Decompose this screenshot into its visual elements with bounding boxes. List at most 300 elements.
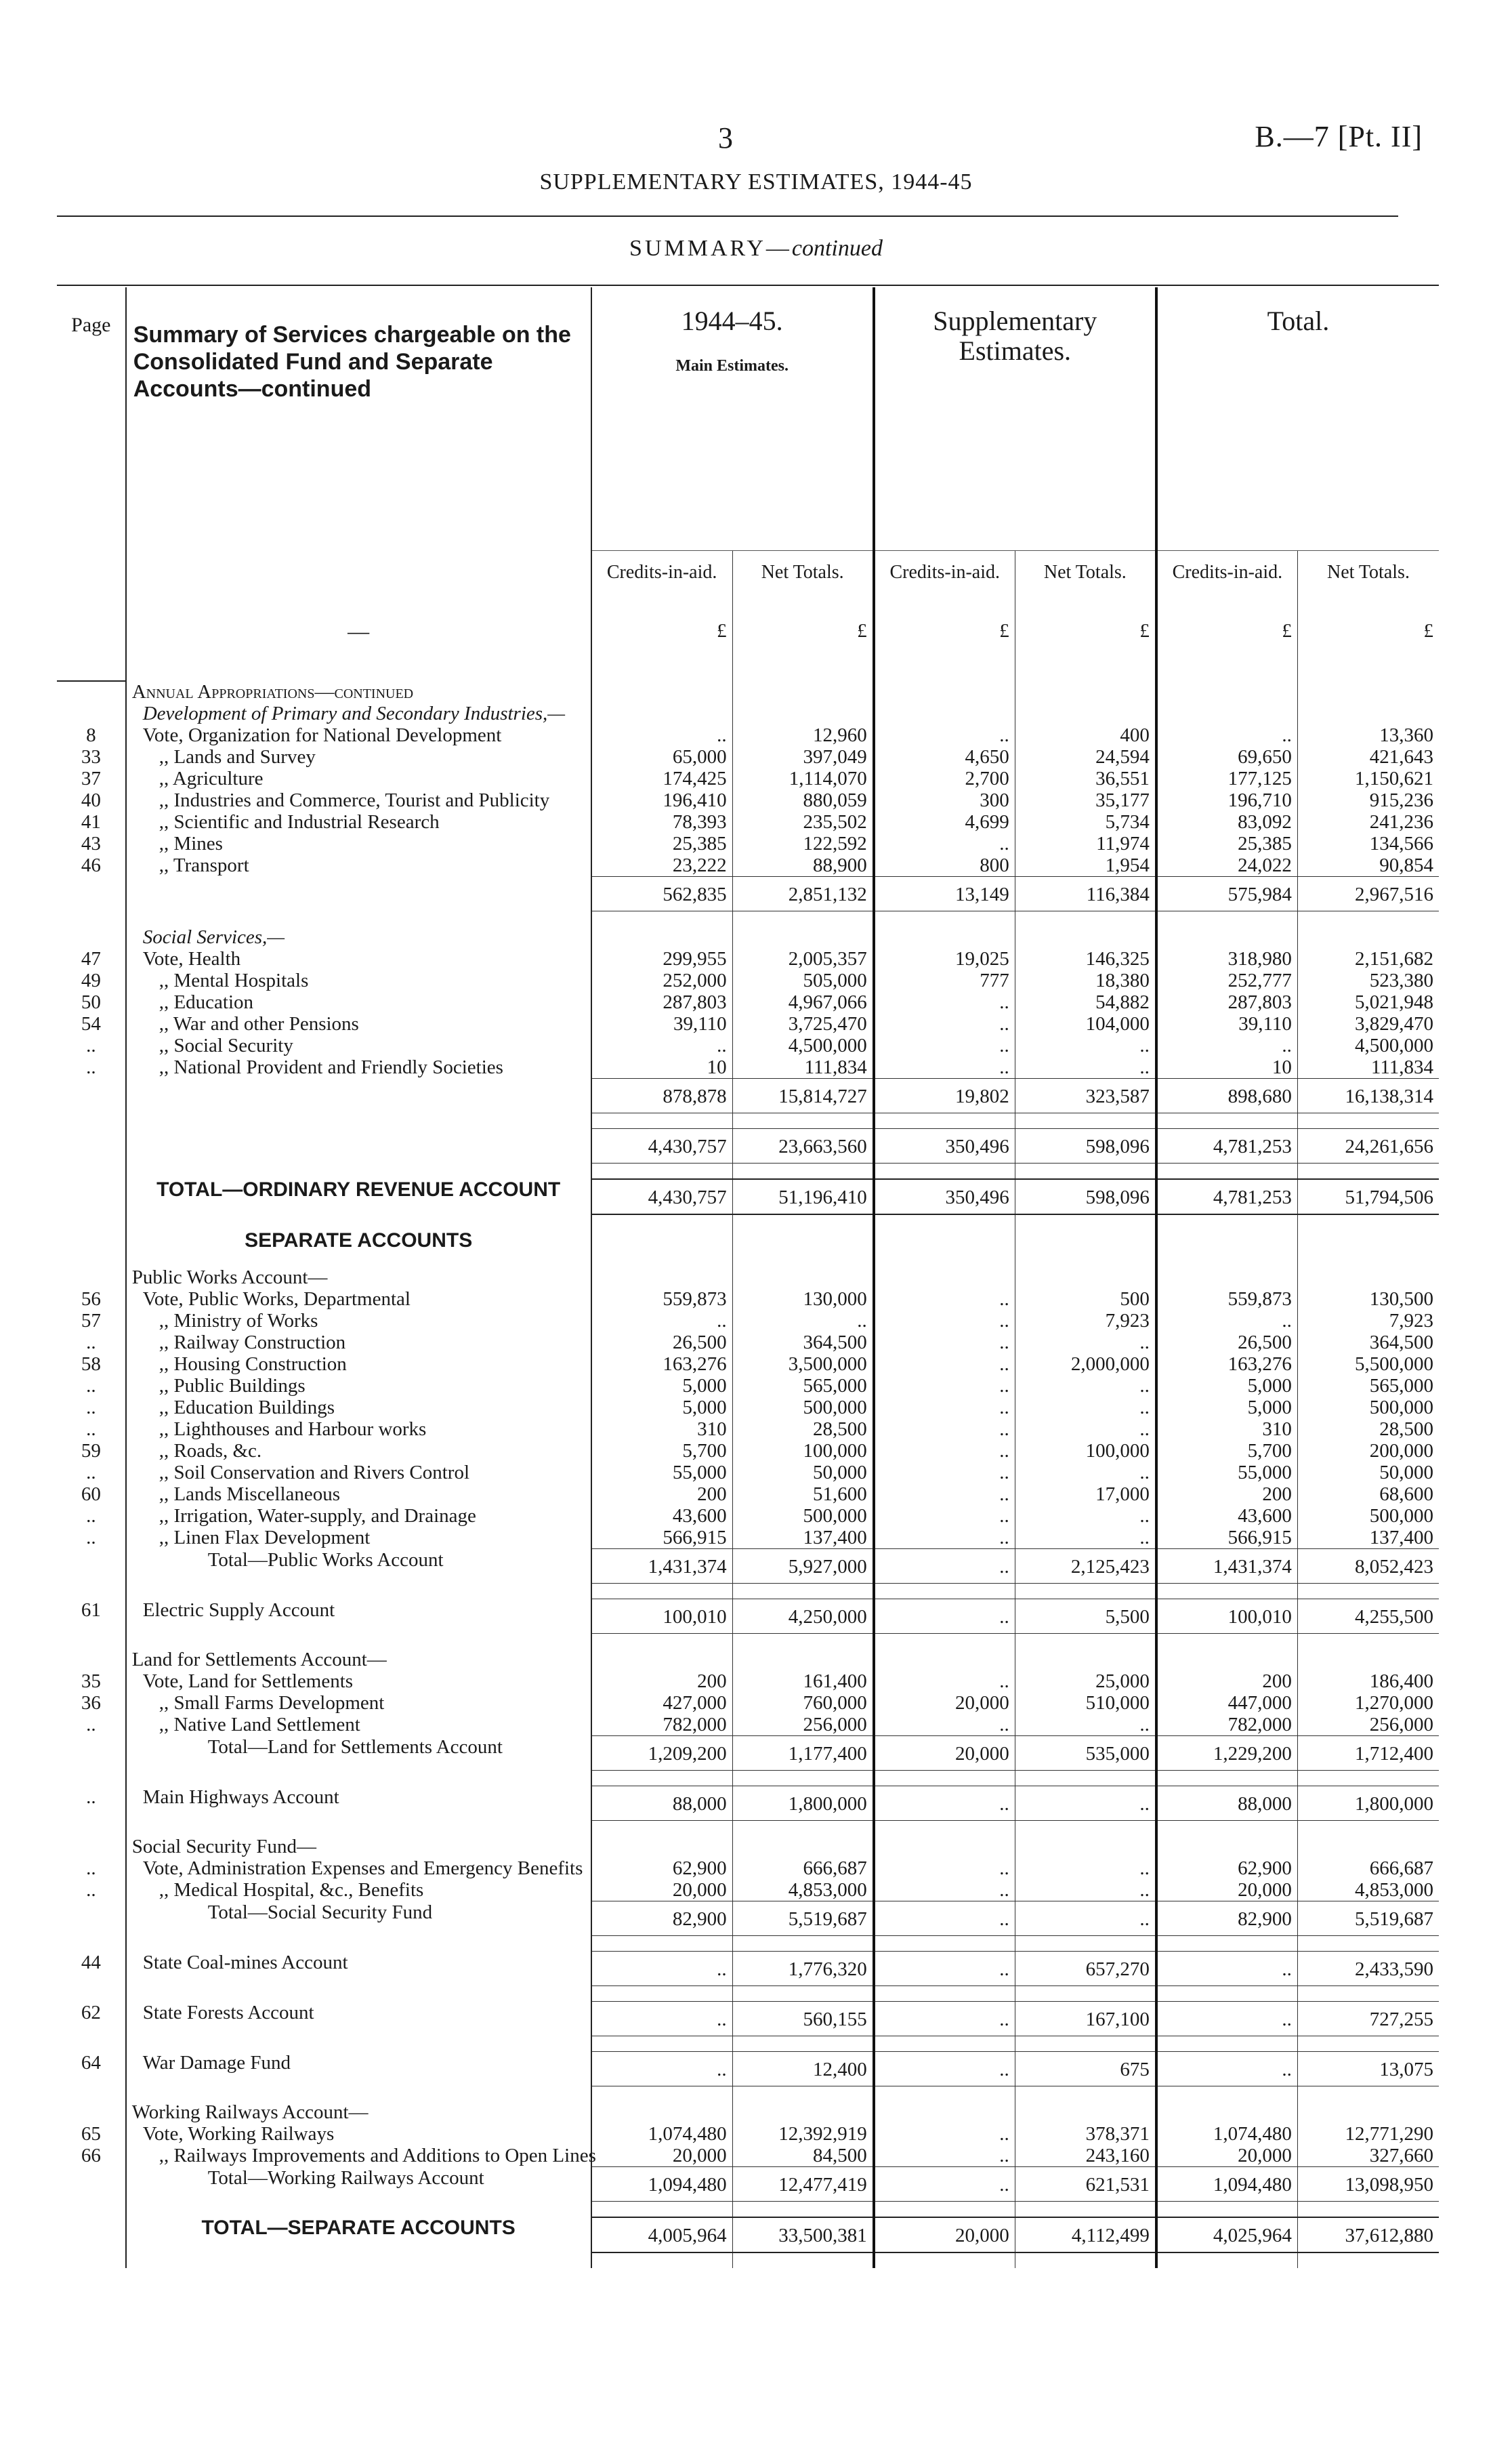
amount-cell: 15,814,727	[732, 1079, 874, 1113]
amount-cell: 1,270,000	[1297, 1692, 1439, 1714]
spacer-cell	[126, 1771, 591, 1786]
amount-cell: 5,000	[1156, 1375, 1298, 1397]
spacer-cell	[732, 1584, 874, 1599]
amount-cell	[732, 703, 874, 724]
amount-cell: 4,500,000	[732, 1035, 874, 1056]
amount-cell: 666,687	[1297, 1857, 1439, 1879]
amount-cell	[874, 926, 1015, 948]
amount-cell: 397,049	[732, 746, 874, 768]
spacer-row	[57, 2036, 1439, 2052]
amount-cell: 5,927,000	[732, 1549, 874, 1584]
table-row	[57, 1288, 1439, 1310]
amount-cell: ..	[591, 2002, 733, 2036]
amount-cell: 7,923	[1015, 1310, 1156, 1332]
row-description: Vote, Health	[126, 948, 591, 970]
total-row	[57, 1079, 1439, 1113]
amount-cell	[1156, 1230, 1298, 1252]
amount-cell: 5,000	[682, 1397, 727, 1418]
spacer-row	[57, 1771, 1439, 1786]
spacer-cell	[591, 1252, 733, 1267]
amount-cell: 50,000	[732, 1462, 874, 1483]
row-description: TOTAL—SEPARATE ACCOUNTS	[126, 2217, 591, 2252]
table-row	[57, 970, 1439, 991]
page-ref	[57, 1129, 126, 1164]
amount-cell: 5,700	[682, 1440, 727, 1462]
amount-cell: ..	[874, 2123, 1015, 2145]
spacer-cell	[732, 1164, 874, 1180]
amount-cell: 760,000	[732, 1692, 874, 1714]
amount-cell	[874, 1649, 1015, 1670]
spacer-cell	[591, 1584, 733, 1599]
page-ref: 33	[57, 746, 126, 768]
summary-heading-main: SUMMARY—	[629, 236, 792, 261]
amount-cell: 3,725,470	[732, 1013, 874, 1035]
header-net: Net Totals.	[1297, 551, 1439, 621]
row-description: ,, Housing Construction	[126, 1353, 591, 1375]
amount-cell: 1,431,374	[1156, 1549, 1298, 1584]
spacer-cell	[1015, 1986, 1156, 2002]
amount-cell	[1015, 1836, 1156, 1857]
spacer-cell	[874, 1252, 1015, 1267]
spacer-cell	[1297, 1164, 1439, 1180]
row-description: Total—Working Railways Account	[126, 2167, 591, 2202]
spacer-cell	[1015, 1771, 1156, 1786]
table-row	[57, 1375, 1439, 1397]
table-row	[57, 2145, 1439, 2167]
amount-cell: ..	[1015, 1418, 1156, 1440]
amount-cell: 559,873	[1156, 1288, 1298, 1310]
amount-cell: 657,270	[1015, 1952, 1156, 1986]
spacer-cell	[1297, 1771, 1439, 1786]
amount-cell	[591, 926, 733, 948]
spacer-cell	[1015, 911, 1156, 927]
spacer-cell	[732, 2252, 874, 2268]
amount-cell: 50,000	[1297, 1462, 1439, 1483]
amount-cell: ..	[874, 1952, 1015, 1986]
row-description: State Coal-mines Account	[126, 1952, 591, 1986]
amount-cell: 5,519,687	[1297, 1901, 1439, 1936]
row-description: ,, Transport	[126, 855, 591, 877]
amount-cell: 5,700	[1156, 1440, 1298, 1462]
page-ref: 44	[57, 1952, 126, 1986]
amount-cell	[1015, 1267, 1156, 1288]
spacer-cell	[1297, 1986, 1439, 2002]
header-credits: Credits-in-aid.	[591, 551, 733, 621]
amount-cell: 12,771,290	[1297, 2123, 1439, 2145]
row-description: ,, Agriculture	[126, 768, 591, 789]
spacer-cell	[874, 1164, 1015, 1180]
amount-cell: 196,710	[1156, 789, 1298, 811]
spacer-cell	[874, 1113, 1015, 1129]
row-description: Vote, Administration Expenses and Emergency Benefits	[126, 1857, 591, 1879]
amount-cell: 25,000	[1015, 1670, 1156, 1692]
amount-cell: ..	[874, 1483, 1015, 1505]
amount-cell: 4,699	[874, 811, 1015, 833]
amount-cell	[874, 1267, 1015, 1288]
header-row	[57, 287, 1439, 551]
amount-cell: 116,384	[1015, 877, 1156, 911]
amount-cell: 5,500	[1015, 1599, 1156, 1634]
spacer-cell	[1015, 2086, 1156, 2102]
amount-cell: ..	[874, 1035, 1015, 1056]
page-ref: ..	[57, 1035, 126, 1056]
table-row	[57, 789, 1439, 811]
amount-cell: 1,209,200	[591, 1736, 733, 1771]
amount-cell: ..	[1015, 1056, 1156, 1079]
amount-cell: 1,431,374	[591, 1549, 733, 1584]
currency-mark: £	[1297, 620, 1439, 681]
total-row	[57, 1736, 1439, 1771]
amount-cell: 4,650	[874, 746, 1015, 768]
spacer-cell	[57, 1214, 126, 1230]
amount-cell: 782,000	[1156, 1714, 1298, 1736]
spacer-cell	[874, 1771, 1015, 1786]
spacer-cell	[1297, 2036, 1439, 2052]
table-row	[57, 1692, 1439, 1714]
amount-cell: 1,094,480	[1156, 2167, 1298, 2202]
page-ref: 66	[57, 2145, 126, 2167]
section-row	[57, 1230, 1439, 1252]
row-description: Vote, Public Works, Departmental	[126, 1288, 591, 1310]
page-ref: 37	[57, 768, 126, 789]
amount-cell	[591, 1649, 733, 1670]
amount-cell: 5,500,000	[1297, 1353, 1439, 1375]
row-description: ,, Medical Hospital, &c., Benefits	[126, 1879, 591, 1901]
spacer-cell	[1015, 2202, 1156, 2218]
amount-cell: 100,010	[591, 1599, 733, 1634]
amount-cell: 878,878	[591, 1079, 733, 1113]
spacer-cell	[1015, 1936, 1156, 1952]
spacer-cell	[732, 911, 874, 927]
amount-cell: 523,380	[1297, 970, 1439, 991]
amount-cell: 100,000	[1015, 1440, 1156, 1462]
amount-cell: 20,000	[1156, 2145, 1298, 2167]
amount-cell: 200	[697, 1670, 727, 1692]
amount-cell: 777	[874, 970, 1015, 991]
page-ref	[57, 2217, 126, 2252]
amount-cell: 62,900	[672, 1857, 727, 1879]
table-row	[57, 724, 1439, 746]
amount-cell: 19,025	[874, 948, 1015, 970]
table-row	[57, 1353, 1439, 1375]
amount-cell: 500,000	[1297, 1505, 1439, 1527]
amount-cell: ..	[874, 1527, 1015, 1549]
spacer-cell	[732, 1113, 874, 1129]
amount-cell: ..	[874, 1288, 1015, 1310]
amount-cell: 364,500	[1297, 1332, 1439, 1353]
amount-cell: ..	[874, 2145, 1015, 2167]
amount-cell: 535,000	[1015, 1736, 1156, 1771]
amount-cell: 4,500,000	[1297, 1035, 1439, 1056]
spacer-cell	[1156, 2036, 1298, 2052]
amount-cell: 350,496	[874, 1129, 1015, 1164]
amount-cell: ..	[874, 1418, 1015, 1440]
amount-cell: 2,967,516	[1297, 877, 1439, 911]
spacer-row	[57, 1164, 1439, 1180]
spacer-cell	[1297, 1214, 1439, 1230]
spacer-row	[57, 1986, 1439, 2002]
row-description: ,, Railway Construction	[126, 1332, 591, 1353]
amount-cell: 4,781,253	[1156, 1129, 1298, 1164]
amount-cell	[874, 1836, 1015, 1857]
spacer-cell	[1015, 1634, 1156, 1649]
amount-cell: 598,096	[1015, 1179, 1156, 1214]
spacer-cell	[591, 1214, 733, 1230]
amount-cell: 68,600	[1297, 1483, 1439, 1505]
amount-cell: 26,500	[672, 1332, 727, 1353]
spacer-cell	[57, 1634, 126, 1649]
spacer-cell	[1156, 1214, 1298, 1230]
amount-cell: 62,900	[1156, 1857, 1298, 1879]
heading-row	[57, 2101, 1439, 2123]
spacer-cell	[57, 911, 126, 927]
page-ref	[57, 1179, 126, 1214]
amount-cell	[1156, 926, 1298, 948]
amount-cell: 1,150,621	[1297, 768, 1439, 789]
spacer-cell	[1015, 1821, 1156, 1836]
amount-cell: 137,400	[1297, 1527, 1439, 1549]
table-row	[57, 833, 1439, 855]
spacer-cell	[57, 1164, 126, 1180]
amount-cell: ..	[1015, 1714, 1156, 1736]
spacer-cell	[591, 1936, 733, 1952]
amount-cell	[732, 1230, 874, 1252]
amount-cell: 196,410	[663, 789, 727, 811]
amount-cell: 37,612,880	[1297, 2217, 1439, 2252]
amount-cell: 4,025,964	[1156, 2217, 1298, 2252]
header-summary: Summary of Services chargeable on the Consolidated Fund and Separate Accounts—continued	[126, 287, 591, 620]
amount-cell: 4,853,000	[732, 1879, 874, 1901]
page-ref: 43	[57, 833, 126, 855]
amount-cell: 562,835	[591, 877, 733, 911]
amount-cell: 915,236	[1297, 789, 1439, 811]
amount-cell: ..	[874, 1013, 1015, 1035]
amount-cell	[1297, 1649, 1439, 1670]
amount-cell: 4,430,757	[591, 1179, 733, 1214]
amount-cell: ..	[874, 1056, 1015, 1079]
row-description: ,, National Provident and Friendly Societies	[126, 1056, 591, 1079]
amount-cell: ..	[1015, 1857, 1156, 1879]
amount-cell: 20,000	[874, 1736, 1015, 1771]
amount-cell: ..	[591, 2052, 733, 2086]
amount-cell	[1015, 926, 1156, 948]
row-description: ,, Public Buildings	[126, 1375, 591, 1397]
page-ref: 50	[57, 991, 126, 1013]
spacer-row	[57, 1584, 1439, 1599]
page-ref: ..	[57, 1857, 126, 1879]
page-ref: 61	[57, 1599, 126, 1634]
page-ref: ..	[57, 1375, 126, 1397]
amount-cell: ..	[874, 1440, 1015, 1462]
amount-cell: 78,393	[672, 811, 727, 833]
spacer-cell	[57, 2202, 126, 2218]
amount-cell: 327,660	[1297, 2145, 1439, 2167]
amount-cell: 323,587	[1015, 1079, 1156, 1113]
amount-cell	[1156, 1267, 1298, 1288]
amount-cell	[1297, 926, 1439, 948]
amount-cell: 17,000	[1015, 1483, 1156, 1505]
spacer-cell	[591, 1164, 733, 1180]
amount-cell: 36,551	[1015, 768, 1156, 789]
page-ref: 59	[57, 1440, 126, 1462]
amount-cell: 510,000	[1015, 1692, 1156, 1714]
amount-cell: 12,392,919	[732, 2123, 874, 2145]
amount-cell	[732, 1649, 874, 1670]
spacer-cell	[591, 1771, 733, 1786]
heading-row	[57, 1836, 1439, 1857]
page-ref: 35	[57, 1670, 126, 1692]
amount-cell	[1156, 1836, 1298, 1857]
amount-cell: 24,261,656	[1297, 1129, 1439, 1164]
header-total: Total.	[1156, 287, 1439, 551]
row-description: Working Railways Account—	[126, 2101, 591, 2123]
row-description: ,, Soil Conservation and Rivers Control	[126, 1462, 591, 1483]
row-description: ,, Railways Improvements and Additions to Open Lines	[126, 2145, 591, 2167]
amount-cell: ..	[717, 1035, 727, 1056]
amount-cell	[1156, 681, 1298, 703]
table-row	[57, 746, 1439, 768]
spacer-cell	[126, 1634, 591, 1649]
header-dash: —	[126, 620, 591, 681]
amount-cell: 83,092	[1156, 811, 1298, 833]
page-ref: 60	[57, 1483, 126, 1505]
page-ref	[57, 703, 126, 724]
amount-cell: 28,500	[1297, 1418, 1439, 1440]
page-ref: 54	[57, 1013, 126, 1035]
amount-cell: ..	[717, 724, 727, 746]
page-ref	[57, 926, 126, 948]
amount-cell: 43,600	[1156, 1505, 1298, 1527]
table-row	[57, 1483, 1439, 1505]
header-currency-row	[57, 620, 1439, 681]
table-row	[57, 1332, 1439, 1353]
header-main-caption: Main Estimates.	[675, 357, 789, 375]
row-description: ,, Lighthouses and Harbour works	[126, 1418, 591, 1440]
total-row	[57, 2167, 1439, 2202]
amount-cell: 200	[1156, 1670, 1298, 1692]
spacer-cell	[126, 1214, 591, 1230]
amount-cell: 200	[697, 1483, 727, 1505]
row-description: ,, Ministry of Works	[126, 1310, 591, 1332]
page-ref: ..	[57, 1786, 126, 1821]
spacer-cell	[591, 2252, 733, 2268]
table-row	[57, 948, 1439, 970]
amount-cell: 2,151,682	[1297, 948, 1439, 970]
spacer-cell	[732, 2202, 874, 2218]
spacer-cell	[732, 2086, 874, 2102]
spacer-cell	[732, 1252, 874, 1267]
amount-cell: 88,000	[591, 1786, 733, 1821]
spacer-cell	[874, 1634, 1015, 1649]
amount-cell: 161,400	[732, 1670, 874, 1692]
amount-cell: 69,650	[1156, 746, 1298, 768]
page-ref: ..	[57, 1505, 126, 1527]
amount-cell	[1015, 1230, 1156, 1252]
page-ref: 56	[57, 1288, 126, 1310]
page-ref: ..	[57, 1418, 126, 1440]
spacer-cell	[1015, 2252, 1156, 2268]
amount-cell: ..	[874, 1879, 1015, 1901]
spacer-cell	[126, 1113, 591, 1129]
amount-cell: 33,500,381	[732, 2217, 874, 2252]
amount-cell	[874, 1230, 1015, 1252]
total-row	[57, 1549, 1439, 1584]
row-description: ,, Education Buildings	[126, 1397, 591, 1418]
amount-cell: 241,236	[1297, 811, 1439, 833]
spacer-cell	[591, 1986, 733, 2002]
amount-cell: ..	[1015, 1462, 1156, 1483]
amount-cell: 427,000	[663, 1692, 727, 1714]
spacer-cell	[57, 2036, 126, 2052]
amount-cell: 88,900	[732, 855, 874, 877]
spacer-cell	[1015, 1214, 1156, 1230]
table-row	[57, 1440, 1439, 1462]
spacer-row	[57, 1821, 1439, 1836]
spacer-cell	[1015, 1252, 1156, 1267]
spacer-cell	[1297, 2202, 1439, 2218]
amount-cell: 421,643	[1297, 746, 1439, 768]
row-description: TOTAL—ORDINARY REVENUE ACCOUNT	[126, 1179, 591, 1214]
header-credits: Credits-in-aid.	[874, 551, 1015, 621]
spacer-cell	[1156, 1986, 1298, 2002]
currency-mark: £	[874, 620, 1015, 681]
amount-cell: 4,005,964	[591, 2217, 733, 2252]
amount-cell: 20,000	[1156, 1879, 1298, 1901]
amount-cell: 25,385	[672, 833, 727, 855]
heading-row	[57, 1649, 1439, 1670]
spacer-cell	[874, 2202, 1015, 2218]
amount-cell	[732, 2101, 874, 2123]
total-row	[57, 877, 1439, 911]
amount-cell: 20,000	[874, 2217, 1015, 2252]
amount-cell: 2,000,000	[1015, 1353, 1156, 1375]
amount-cell: 104,000	[1015, 1013, 1156, 1035]
heading-row	[57, 703, 1439, 724]
amount-cell: 4,853,000	[1297, 1879, 1439, 1901]
amount-cell: 111,834	[1297, 1056, 1439, 1079]
page-ref: 57	[57, 1310, 126, 1332]
amount-cell: ..	[874, 833, 1015, 855]
spacer-cell	[874, 1821, 1015, 1836]
amount-cell: 727,255	[1297, 2002, 1439, 2036]
amount-cell: 82,900	[1156, 1901, 1298, 1936]
amount-cell: 26,500	[1156, 1332, 1298, 1353]
amount-cell: 12,477,419	[732, 2167, 874, 2202]
table-row	[57, 1505, 1439, 1527]
amount-cell: 299,955	[663, 948, 727, 970]
total-row	[57, 1129, 1439, 1164]
amount-cell: 782,000	[663, 1714, 727, 1735]
page-ref: 65	[57, 2123, 126, 2145]
row-description: Vote, Organization for National Development	[126, 724, 591, 746]
amount-cell: 2,125,423	[1015, 1549, 1156, 1584]
title-rule	[57, 215, 1398, 217]
row-description: ,, War and other Pensions	[126, 1013, 591, 1035]
amount-cell: 505,000	[732, 970, 874, 991]
row-description: Total—Social Security Fund	[126, 1901, 591, 1936]
currency-mark: £	[1156, 620, 1298, 681]
spacer-cell	[126, 1986, 591, 2002]
spacer-cell	[732, 1634, 874, 1649]
spacer-cell	[874, 911, 1015, 927]
amount-cell: 10	[707, 1056, 727, 1078]
amount-cell	[1297, 1267, 1439, 1288]
amount-cell: 163,276	[1156, 1353, 1298, 1375]
summary-heading	[0, 236, 1512, 262]
amount-cell: 500	[1015, 1288, 1156, 1310]
amount-cell: 1,177,400	[732, 1736, 874, 1771]
spacer-row	[57, 1113, 1439, 1129]
